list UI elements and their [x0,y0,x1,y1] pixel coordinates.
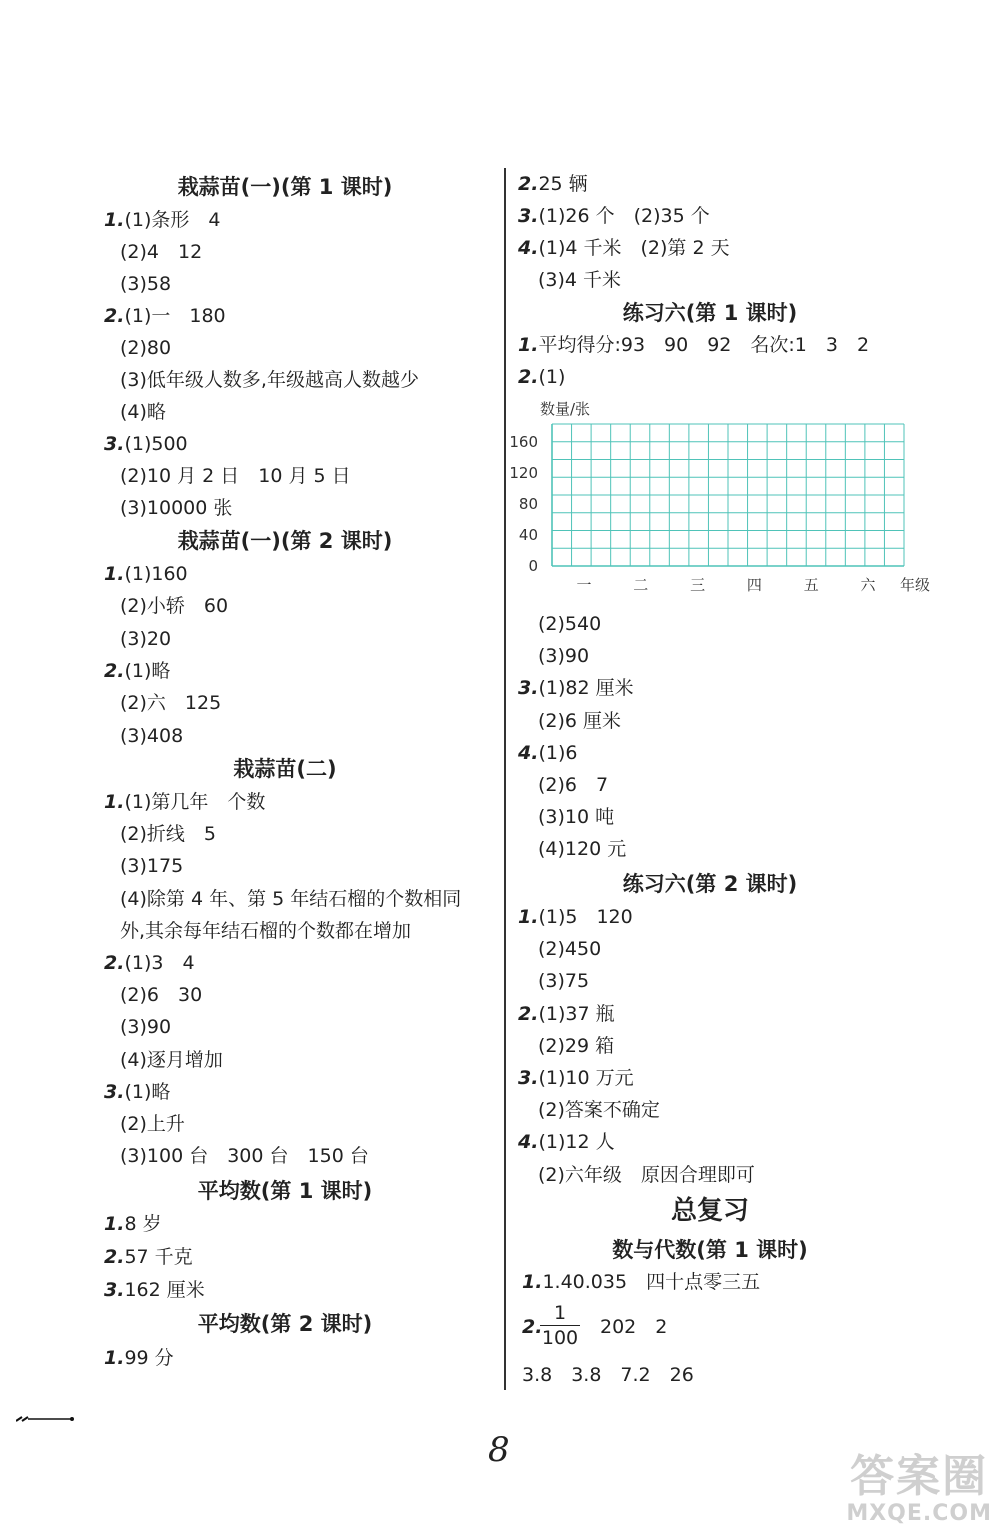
answer-line [104,1080,170,1104]
answer-line [104,208,220,232]
watermark [846,1453,992,1526]
answer-line [104,1346,174,1370]
answer-line [522,1270,760,1294]
answer-line: (4)略 [120,401,166,423]
answer-line: (3)90 [120,1016,172,1039]
answer-text: (1)条形 4 [124,209,221,231]
answer-text: (1)5 120 [538,906,633,928]
answer-text: (1)一 180 [124,305,226,327]
question-number: 3. [104,1080,125,1103]
answer-text: 1.40.035 四十点零三五 [542,1271,761,1293]
section-title: 练习六(第 1 课时) [622,301,798,325]
answer-text: 162 厘米 [124,1279,205,1301]
answer-line: (3)10000 张 [120,497,233,519]
answer-line [518,172,588,196]
section-title: 栽蒜苗(一)(第 2 课时) [177,529,393,553]
chart-y-axis-label: 数量/张 [540,400,591,418]
answer-text: (1)3 4 [124,952,195,974]
y-tick-label: 40 [518,525,538,544]
fraction-numerator: 1 [553,1302,567,1324]
chart-x-axis-label: 年级 [900,576,931,594]
answer-text: 25 辆 [538,173,588,195]
answer-line [104,432,188,456]
section-title: 练习六(第 2 课时) [622,872,798,896]
answer-text: (1)6 [538,741,578,764]
answer-line: (2)6 7 [538,774,609,796]
question-number: 2. [104,659,125,682]
answer-line [104,1212,162,1236]
answer-text: (1)第几年 个数 [124,791,266,813]
answer-text: 57 千克 [124,1246,193,1268]
y-tick-label: 0 [528,557,538,575]
answer-line: 外,其余每年结石榴的个数都在增加 [120,919,412,942]
question-number: 1. [104,1347,125,1369]
answer-line [518,1066,634,1090]
y-tick-label: 80 [518,494,538,513]
answer-line [518,741,577,765]
answer-text: (1)12 人 [538,1131,615,1154]
bar-chart-grid [508,394,948,594]
answer-line: (3)4 千米 [538,269,622,291]
answer-text: 202 2 [600,1316,668,1338]
question-number: 2. [522,1316,543,1338]
answer-line [518,236,730,260]
section-title: 平均数(第 1 课时) [197,1179,373,1203]
answer-text: (1) [538,366,566,388]
answer-text: (1)略 [124,1080,171,1103]
answer-line: (2)4 12 [120,241,203,263]
answer-line: (2)10 月 2 日 10 月 5 日 [120,465,351,487]
column-divider [504,168,506,1390]
question-number: 1. [518,334,539,356]
answer-text: (1)37 瓶 [538,1002,615,1025]
answer-line: (2)六 125 [120,692,222,715]
question-number: 1. [104,791,125,813]
answer-line: (4)120 元 [538,838,627,861]
question-number: 4. [518,741,539,764]
question-number: 1. [104,563,125,585]
question-number: 3. [104,433,125,455]
watermark-text: 答案圈 [850,1451,989,1502]
question-number: 4. [518,237,539,259]
x-tick-label: 四 [746,576,762,594]
answer-line: (3)100 台 300 台 150 台 [120,1145,369,1168]
question-number: 1. [522,1271,543,1293]
answer-text: (1)26 个 (2)35 个 [538,205,710,227]
answer-line: (3)10 吨 [538,806,615,829]
answer-line: (2)540 [538,613,602,635]
answer-line [104,790,265,814]
watermark-url: MXQE.COM [846,1501,992,1526]
answer-line [518,905,633,929]
section-title: 栽蒜苗(二) [233,757,337,781]
question-number: 2. [518,173,539,195]
page-decoration-icon [16,1416,74,1422]
question-number: 3. [104,1279,125,1301]
answer-line: (4)除第 4 年、第 5 年结石榴的个数相同 [120,887,462,910]
question-number: 3. [518,677,539,700]
x-tick-label: 三 [690,576,706,594]
answer-line [518,1002,615,1026]
answer-line: (3)90 [538,645,590,668]
review-title: 总复习 [670,1196,749,1226]
answer-line: (2)80 [120,337,172,359]
answer-line: (3)20 [120,627,172,650]
answer-text: (1)10 万元 [538,1067,634,1089]
answer-text: (1)略 [124,659,171,682]
answer-line: (2)答案不确定 [538,1099,660,1122]
answer-line: (3)175 [120,855,184,878]
answer-line [518,1130,615,1154]
answer-line: (3)408 [120,724,184,747]
answer-text: (1)160 [124,563,188,585]
answer-line: (2)450 [538,938,602,961]
answer-line: (2)小轿 60 [120,595,229,618]
answer-text: (1)500 [124,433,188,455]
answer-text: 3.8 3.8 7.2 26 [522,1364,694,1386]
question-number: 1. [104,209,125,231]
answer-line [104,1245,193,1269]
question-number: 1. [518,906,539,928]
question-number: 4. [518,1131,539,1154]
fraction-denominator: 100 [541,1327,579,1349]
answer-line: (3)低年级人数多,年级越高人数越少 [120,369,419,391]
section-title: 数与代数(第 1 课时) [612,1238,808,1262]
answer-text: 平均得分:93 90 92 名次:1 3 2 [538,334,870,356]
answer-text: (1)4 千米 (2)第 2 天 [538,237,730,259]
answer-line [518,204,710,228]
answer-line [104,304,226,328]
answer-line: (2)29 箱 [538,1034,615,1057]
answer-line: (2)六年级 原因合理即可 [538,1163,755,1186]
answer-line: (3)75 [538,970,590,993]
answer-line [104,562,188,586]
answer-line [518,676,634,700]
y-tick-label: 120 [509,463,538,482]
answer-text: 99 分 [124,1347,174,1369]
answer-line [104,1278,205,1302]
question-number: 3. [518,205,539,227]
question-number: 3. [518,1067,539,1089]
x-tick-label: 一 [576,576,592,594]
answer-line [104,659,170,683]
answer-line: (2)6 30 [120,984,203,1007]
question-number: 2. [518,366,539,388]
y-tick-label: 160 [509,432,538,451]
answer-line [518,365,565,389]
page-number: 8 [488,1430,510,1470]
answer-line: (4)逐月增加 [120,1048,223,1071]
answer-line [518,333,869,357]
question-number: 2. [104,1246,125,1268]
answer-line [104,951,195,975]
answer-text: (1)82 厘米 [538,677,634,700]
fraction [540,1302,580,1349]
answer-line: (2)折线 5 [120,823,217,846]
answer-line: (2)6 厘米 [538,709,622,732]
x-tick-label: 六 [860,576,876,594]
question-number: 2. [104,952,125,974]
answer-line: (2)上升 [120,1113,185,1135]
section-title: 平均数(第 2 课时) [197,1312,373,1336]
x-tick-label: 五 [803,576,819,594]
question-number: 2. [518,1002,539,1025]
question-number: 1. [104,1213,125,1235]
question-number: 2. [104,305,125,327]
x-tick-label: 二 [633,576,649,594]
answer-line: (3)58 [120,273,172,295]
answer-text: 8 岁 [124,1213,162,1235]
section-title: 栽蒜苗(一)(第 1 课时) [177,175,393,199]
